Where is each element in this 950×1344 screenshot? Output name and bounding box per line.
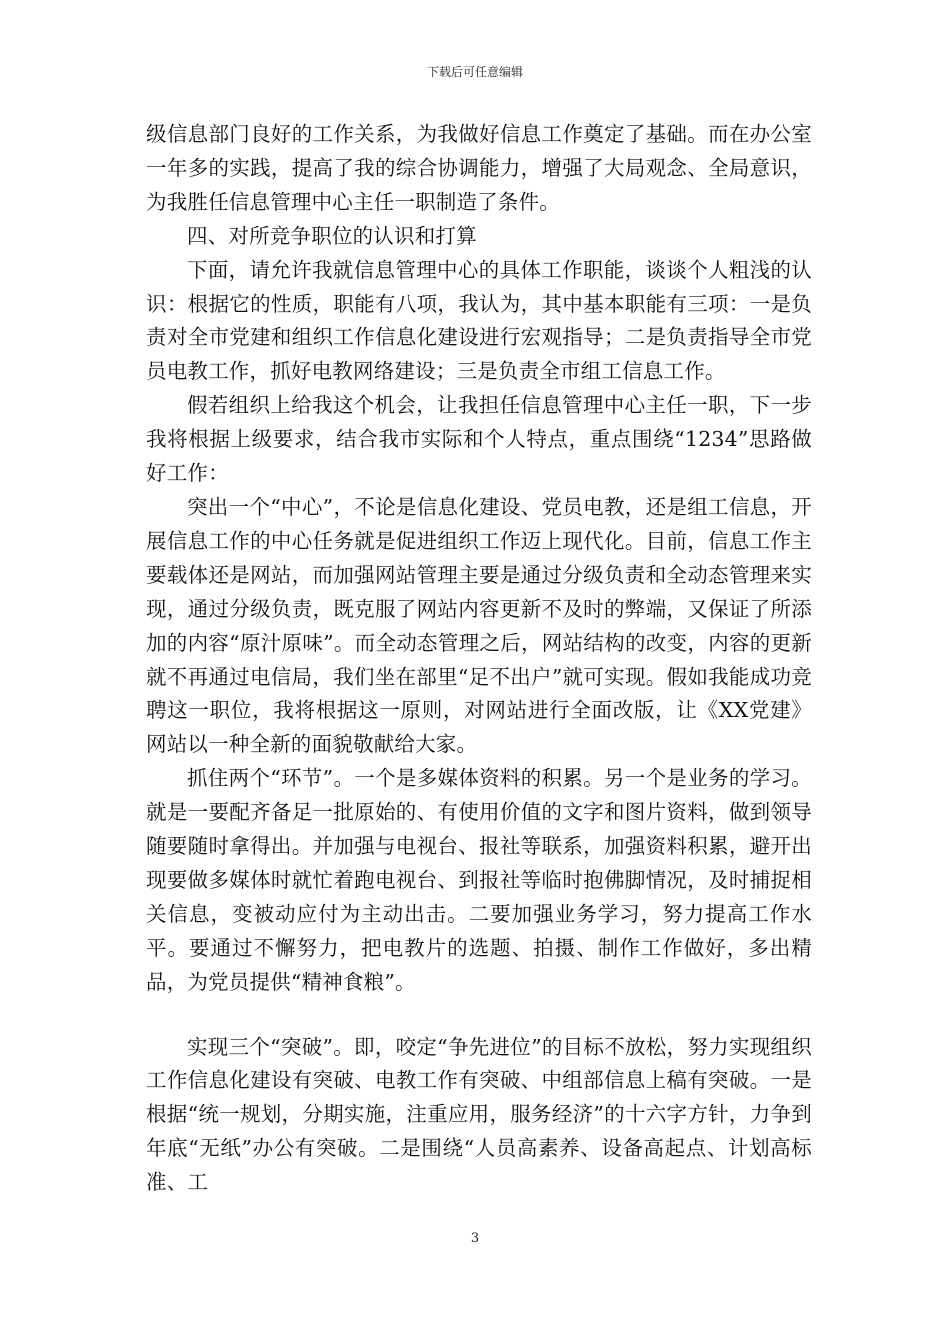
document-body — [146, 118, 812, 1200]
paragraph-two-links: 抓住两个“环节”。一个是多媒体资料的积累。另一个是业务的学习。就是一要配齐备足一批原始的、有使用价值的文字和图片资料，做到领导随要随时拿得出。并加强与电视台、报社等联系，加强资料积累，避开出现要做多媒体时就忙着跑电视台、到报社等临时抱佛脚情况，及时捕捉相关信息，变被动应付为主动出击。二要加强业务学习，努力提高工作水平。要通过不懈努力，把电教片的选题、拍摄、制作工作做好，多出精品，为党员提供“精神食粮”。 — [146, 766, 812, 994]
page-number: 3 — [470, 1231, 480, 1246]
paragraph-plan-intro: 假若组织上给我这个机会，让我担任信息管理中心主任一职，下一步我将根据上级要求，结合我市实际和个人特点，重点围绕“1234”思路做好工作： — [146, 393, 812, 486]
section-heading: 四、对所竞争职位的认识和打算 — [187, 223, 477, 248]
paragraph-one-center: 突出一个“中心”，不论是信息化建设、党员电教，还是组工信息，开展信息工作的中心任务就是促进组织工作迈上现代化。目前，信息工作主要载体还是网站，而加强网站管理主要是通过分级负责和全动态管理来实现，通过分级负责，既克服了网站内容更新不及时的弊端，又保证了所添加的内容“原汁原味”。而全动态管理之后，网站结构的改变，内容的更新就不再通过电信局，我们坐在部里“足不出户”就可实现。假如我能成功竞聘这一职位，我将根据这一原则，对网站进行全面改版，让《XX党建》网站以一种全新的面貌敬献给大家。 — [146, 494, 812, 757]
paragraph-job-functions: 下面，请允许我就信息管理中心的具体工作职能，谈谈个人粗浅的认识：根据它的性质，职能有八项，我认为，其中基本职能有三项：一是负责对全市党建和组织工作信息化建设进行宏观指导；二是负责指导全市党员电教工作，抓好电教网络建设；三是负责全市组工信息工作。 — [146, 257, 812, 384]
paragraph-continuation: 级信息部门良好的工作关系，为我做好信息工作奠定了基础。而在办公室一年多的实践，提高了我的综合协调能力，增强了大局观念、全局意识，为我胜任信息管理中心主任一职制造了条件。 — [146, 122, 812, 214]
page-header: 下载后可任意编辑 — [426, 65, 523, 79]
paragraph-three-breakthroughs: 实现三个“突破”。即，咬定“争先进位”的目标不放松，努力实现组织工作信息化建设有突破、电教工作有突破、中组部信息上稿有突破。一是根据“统一规划，分期实施，注重应用，服务经济”的十六字方针，力争到年底“无纸”办公有突破。二是围绕“人员高素养、设备高起点、计划高标准、工 — [146, 1034, 812, 1195]
